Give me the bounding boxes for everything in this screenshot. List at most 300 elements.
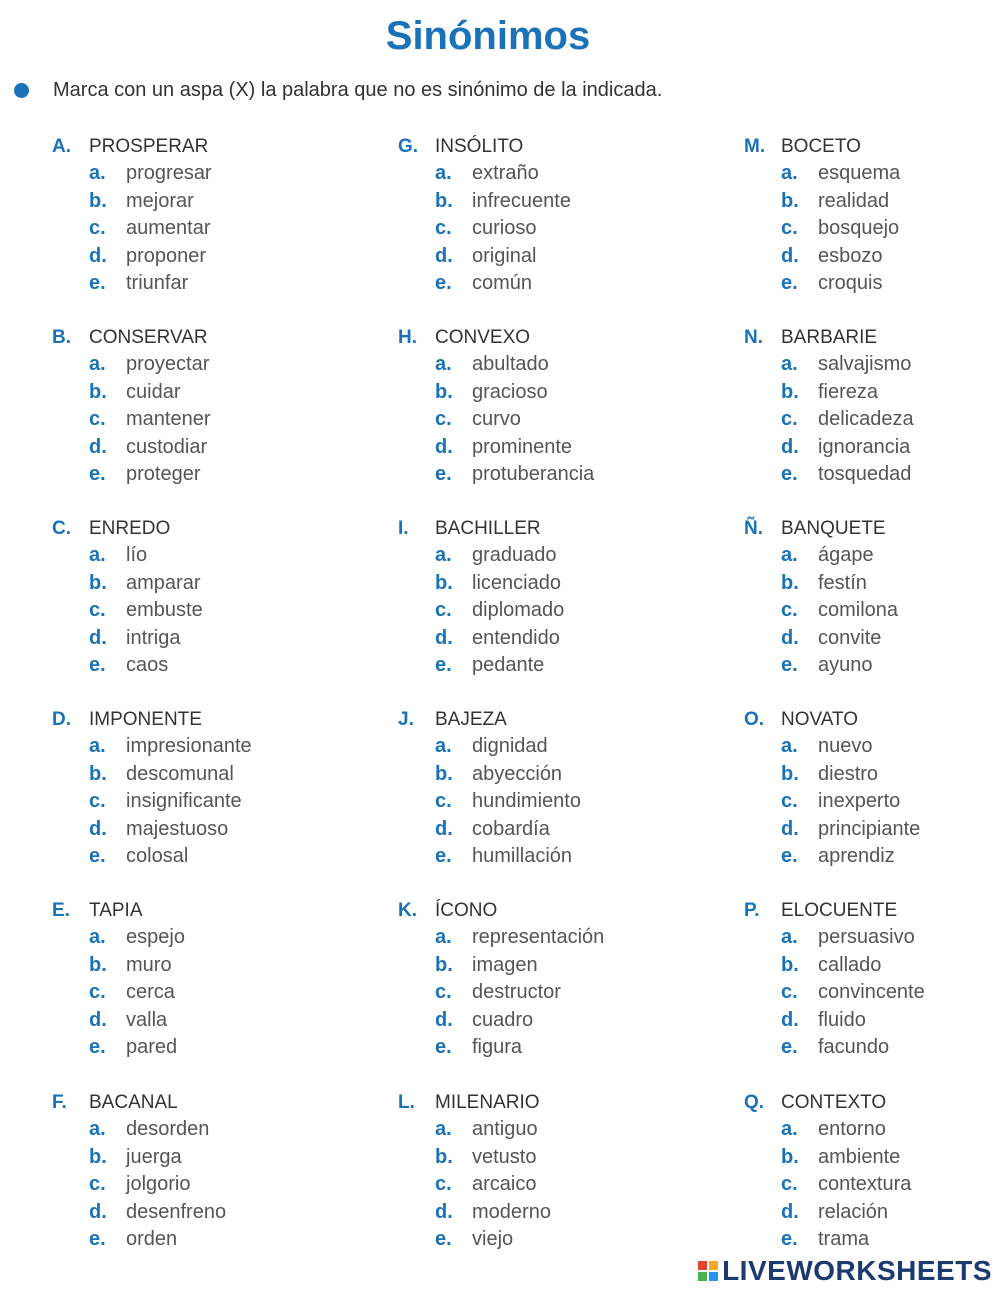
option-item[interactable] <box>398 952 688 979</box>
option-item[interactable] <box>52 406 342 433</box>
option-item[interactable] <box>398 597 688 624</box>
option-item[interactable] <box>52 160 342 187</box>
option-word: intriga <box>126 626 181 649</box>
option-item[interactable] <box>398 215 688 242</box>
option-letter: e. <box>781 844 798 867</box>
option-item[interactable] <box>744 461 1000 488</box>
option-letter: d. <box>435 1008 453 1031</box>
option-item[interactable] <box>52 461 342 488</box>
option-letter: b. <box>781 189 799 212</box>
option-item[interactable] <box>52 1199 342 1226</box>
option-letter: b. <box>781 571 799 594</box>
option-item[interactable] <box>398 924 688 951</box>
option-item[interactable] <box>52 270 342 297</box>
option-item[interactable] <box>744 1144 1000 1171</box>
option-word: arcaico <box>472 1173 537 1196</box>
option-letter: d. <box>781 817 799 840</box>
option-word: fluido <box>818 1008 866 1031</box>
option-item[interactable] <box>398 761 688 788</box>
option-item[interactable] <box>398 351 688 378</box>
option-word: esbozo <box>818 244 883 267</box>
option-word: desorden <box>126 1118 210 1141</box>
option-item[interactable] <box>52 1171 342 1198</box>
option-letter: d. <box>435 1200 453 1223</box>
word-group <box>744 897 1000 1061</box>
option-word: curvo <box>472 408 521 431</box>
option-letter: a. <box>435 926 452 949</box>
option-letter: e. <box>89 462 106 485</box>
option-letter: a. <box>89 353 106 376</box>
option-item[interactable] <box>52 542 342 569</box>
option-word: amparar <box>126 571 201 594</box>
option-word: curioso <box>472 217 537 240</box>
option-item[interactable] <box>52 761 342 788</box>
option-letter: e. <box>435 1227 452 1250</box>
option-word: moderno <box>472 1200 551 1223</box>
group-letter: M. <box>744 136 766 157</box>
option-item[interactable] <box>398 788 688 815</box>
group-letter: F. <box>52 1092 67 1113</box>
option-item[interactable] <box>398 542 688 569</box>
group-word: BACANAL <box>89 1092 178 1113</box>
word-group <box>398 324 688 488</box>
word-group <box>744 515 1000 679</box>
option-word: cerca <box>126 981 175 1004</box>
option-item[interactable] <box>398 270 688 297</box>
option-item[interactable] <box>398 406 688 433</box>
option-item[interactable] <box>744 625 1000 652</box>
option-word: diestro <box>818 762 879 785</box>
option-item[interactable] <box>744 788 1000 815</box>
word-group <box>398 706 688 870</box>
option-letter: c. <box>781 599 798 622</box>
option-letter: b. <box>89 380 107 403</box>
option-item[interactable] <box>398 1007 688 1034</box>
option-word: nuevo <box>818 735 873 758</box>
option-letter: e. <box>435 844 452 867</box>
option-item[interactable] <box>52 733 342 760</box>
option-item[interactable] <box>52 788 342 815</box>
option-word: desenfreno <box>126 1200 227 1223</box>
option-item[interactable] <box>744 188 1000 215</box>
option-item[interactable] <box>52 843 342 870</box>
option-word: infrecuente <box>472 189 571 212</box>
option-item[interactable] <box>52 1034 342 1061</box>
option-word: valla <box>126 1008 168 1031</box>
option-item[interactable] <box>744 379 1000 406</box>
option-item[interactable] <box>398 625 688 652</box>
option-letter: d. <box>435 244 453 267</box>
group-header <box>398 706 688 733</box>
option-letter: b. <box>89 189 107 212</box>
option-item[interactable] <box>398 1034 688 1061</box>
instruction-text: Marca con un aspa (X) la palabra que no es sinónimo de la indicada. <box>53 78 663 101</box>
group-word: PROSPERAR <box>89 136 209 157</box>
group-letter: B. <box>52 327 71 348</box>
option-item[interactable] <box>744 761 1000 788</box>
option-item[interactable] <box>744 434 1000 461</box>
word-group <box>398 515 688 679</box>
group-word: NOVATO <box>781 709 859 730</box>
option-item[interactable] <box>398 733 688 760</box>
group-header <box>52 515 342 542</box>
group-word: INSÓLITO <box>435 136 524 157</box>
group-header <box>744 1089 1000 1116</box>
option-item[interactable] <box>398 570 688 597</box>
option-word: abyección <box>472 762 563 785</box>
option-item[interactable] <box>398 1226 688 1253</box>
option-item[interactable] <box>744 542 1000 569</box>
option-word: insignificante <box>126 790 242 813</box>
word-group <box>398 897 688 1061</box>
option-word: impresionante <box>126 735 252 758</box>
option-letter: c. <box>89 408 106 431</box>
option-word: ambiente <box>818 1145 901 1168</box>
option-item[interactable] <box>744 816 1000 843</box>
option-letter: c. <box>435 408 452 431</box>
option-item[interactable] <box>744 270 1000 297</box>
option-word: espejo <box>126 926 185 949</box>
option-item[interactable] <box>398 188 688 215</box>
option-letter: c. <box>781 790 798 813</box>
group-word: ÍCONO <box>435 900 498 921</box>
option-letter: a. <box>89 1118 106 1141</box>
option-word: facundo <box>818 1035 890 1058</box>
option-letter: e. <box>89 271 106 294</box>
option-word: cuadro <box>472 1008 534 1031</box>
group-word: CONVEXO <box>435 327 531 348</box>
option-letter: a. <box>435 735 452 758</box>
option-item[interactable] <box>398 1144 688 1171</box>
option-word: viejo <box>472 1227 514 1250</box>
option-word: progresar <box>126 162 212 185</box>
option-word: trama <box>818 1227 870 1250</box>
option-word: salvajismo <box>818 353 912 376</box>
option-word: triunfar <box>126 271 189 294</box>
option-word: embuste <box>126 599 203 622</box>
option-item[interactable] <box>744 1116 1000 1143</box>
option-letter: c. <box>781 1173 798 1196</box>
group-word: MILENARIO <box>435 1092 540 1113</box>
option-letter: b. <box>435 571 453 594</box>
option-word: convincente <box>818 981 925 1004</box>
group-letter: P. <box>744 900 760 921</box>
group-word: BACHILLER <box>435 518 541 539</box>
option-word: callado <box>818 953 882 976</box>
option-letter: b. <box>781 953 799 976</box>
option-item[interactable] <box>52 952 342 979</box>
group-word: BANQUETE <box>781 518 886 539</box>
option-letter: a. <box>781 1118 798 1141</box>
group-header <box>52 897 342 924</box>
option-letter: c. <box>781 408 798 431</box>
option-letter: b. <box>89 1145 107 1168</box>
word-group <box>744 324 1000 488</box>
option-word: protuberancia <box>472 462 595 485</box>
option-item[interactable] <box>744 952 1000 979</box>
group-letter: G. <box>398 136 419 157</box>
option-letter: a. <box>89 926 106 949</box>
group-header <box>52 324 342 351</box>
option-letter: b. <box>89 762 107 785</box>
option-item[interactable] <box>52 570 342 597</box>
group-header <box>52 133 342 160</box>
option-letter: b. <box>435 1145 453 1168</box>
option-word: descomunal <box>126 762 234 785</box>
option-item[interactable] <box>52 215 342 242</box>
option-letter: d. <box>435 626 453 649</box>
option-letter: b. <box>435 189 453 212</box>
option-word: ágape <box>818 544 874 567</box>
option-word: gracioso <box>472 380 548 403</box>
option-item[interactable] <box>744 1199 1000 1226</box>
option-letter: e. <box>89 844 106 867</box>
option-item[interactable] <box>744 1171 1000 1198</box>
group-letter: D. <box>52 709 71 730</box>
option-word: delicadeza <box>818 408 914 431</box>
option-letter: a. <box>781 735 798 758</box>
logo-squares-icon <box>698 1261 718 1281</box>
option-word: comilona <box>818 599 899 622</box>
option-item[interactable] <box>52 1144 342 1171</box>
option-item[interactable] <box>744 843 1000 870</box>
group-word: BAJEZA <box>435 709 507 730</box>
option-item[interactable] <box>744 733 1000 760</box>
option-letter: c. <box>435 217 452 240</box>
option-word: cobardía <box>472 817 550 840</box>
option-letter: c. <box>781 981 798 1004</box>
option-item[interactable] <box>744 1226 1000 1253</box>
option-letter: e. <box>781 462 798 485</box>
group-letter: A. <box>52 136 71 157</box>
option-word: mejorar <box>126 189 194 212</box>
option-item[interactable] <box>744 924 1000 951</box>
option-item[interactable] <box>52 979 342 1006</box>
option-letter: d. <box>781 244 799 267</box>
option-letter: a. <box>435 162 452 185</box>
option-letter: c. <box>435 790 452 813</box>
option-word: caos <box>126 653 169 676</box>
group-letter: E. <box>52 900 70 921</box>
option-word: imagen <box>472 953 538 976</box>
option-item[interactable] <box>398 434 688 461</box>
option-word: majestuoso <box>126 817 229 840</box>
option-letter: e. <box>89 1227 106 1250</box>
option-letter: b. <box>435 380 453 403</box>
group-word: CONTEXTO <box>781 1092 887 1113</box>
word-group <box>52 324 342 488</box>
option-item[interactable] <box>52 1226 342 1253</box>
option-word: extraño <box>472 162 539 185</box>
option-item[interactable] <box>52 816 342 843</box>
option-item[interactable] <box>398 243 688 270</box>
option-item[interactable] <box>744 979 1000 1006</box>
option-word: tosquedad <box>818 462 912 485</box>
group-word: CONSERVAR <box>89 327 208 348</box>
group-letter: K. <box>398 900 417 921</box>
option-letter: a. <box>781 353 798 376</box>
option-letter: a. <box>781 544 798 567</box>
option-item[interactable] <box>398 379 688 406</box>
option-letter: e. <box>781 1227 798 1250</box>
option-item[interactable] <box>398 1199 688 1226</box>
option-letter: a. <box>781 926 798 949</box>
word-group <box>744 133 1000 297</box>
option-word: orden <box>126 1227 178 1250</box>
option-item[interactable] <box>744 160 1000 187</box>
option-word: aumentar <box>126 217 211 240</box>
option-word: graduado <box>472 544 557 567</box>
group-header <box>398 897 688 924</box>
option-word: custodiar <box>126 435 208 458</box>
option-item[interactable] <box>398 461 688 488</box>
option-item[interactable] <box>744 243 1000 270</box>
option-word: antiguo <box>472 1118 538 1141</box>
option-word: proponer <box>126 244 207 267</box>
option-letter: d. <box>89 626 107 649</box>
group-header <box>744 706 1000 733</box>
option-word: ayuno <box>818 653 873 676</box>
option-word: relación <box>818 1200 889 1223</box>
group-letter: H. <box>398 327 417 348</box>
option-item[interactable] <box>744 1007 1000 1034</box>
option-letter: e. <box>781 1035 798 1058</box>
option-letter: c. <box>89 790 106 813</box>
option-word: entendido <box>472 626 560 649</box>
option-item[interactable] <box>398 160 688 187</box>
option-word: figura <box>472 1035 523 1058</box>
option-letter: e. <box>781 271 798 294</box>
group-header <box>744 133 1000 160</box>
option-letter: d. <box>781 435 799 458</box>
option-item[interactable] <box>744 652 1000 679</box>
option-word: vetusto <box>472 1145 537 1168</box>
option-letter: e. <box>89 653 106 676</box>
option-item[interactable] <box>52 351 342 378</box>
option-word: dignidad <box>472 735 548 758</box>
option-item[interactable] <box>52 924 342 951</box>
option-item[interactable] <box>744 570 1000 597</box>
option-word: lío <box>126 544 148 567</box>
option-word: proyectar <box>126 353 210 376</box>
group-letter: N. <box>744 327 763 348</box>
option-word: pedante <box>472 653 545 676</box>
option-item[interactable] <box>398 816 688 843</box>
option-letter: d. <box>89 435 107 458</box>
option-letter: d. <box>781 626 799 649</box>
option-word: humillación <box>472 844 573 867</box>
option-word: contextura <box>818 1173 912 1196</box>
option-item[interactable] <box>744 1034 1000 1061</box>
option-letter: d. <box>781 1200 799 1223</box>
option-letter: c. <box>89 981 106 1004</box>
option-item[interactable] <box>52 625 342 652</box>
option-letter: b. <box>89 571 107 594</box>
option-letter: e. <box>435 653 452 676</box>
group-word: IMPONENTE <box>89 709 202 730</box>
option-word: colosal <box>126 844 189 867</box>
group-word: BOCETO <box>781 136 861 157</box>
group-header <box>744 897 1000 924</box>
option-word: muro <box>126 953 172 976</box>
group-header <box>398 515 688 542</box>
option-word: prominente <box>472 435 573 458</box>
group-header <box>52 706 342 733</box>
group-header <box>398 133 688 160</box>
option-word: festín <box>818 571 867 594</box>
option-word: inexperto <box>818 790 901 813</box>
option-item[interactable] <box>398 1116 688 1143</box>
option-item[interactable] <box>52 1007 342 1034</box>
option-word: original <box>472 244 537 267</box>
group-word: TAPIA <box>89 900 143 921</box>
option-word: principiante <box>818 817 921 840</box>
option-item[interactable] <box>744 597 1000 624</box>
option-item[interactable] <box>398 652 688 679</box>
option-letter: d. <box>435 435 453 458</box>
option-letter: d. <box>89 244 107 267</box>
option-item[interactable] <box>52 243 342 270</box>
option-item[interactable] <box>52 434 342 461</box>
option-word: bosquejo <box>818 217 900 240</box>
option-word: diplomado <box>472 599 565 622</box>
group-header <box>744 324 1000 351</box>
option-letter: e. <box>89 1035 106 1058</box>
option-word: entorno <box>818 1118 886 1141</box>
option-item[interactable] <box>52 379 342 406</box>
option-word: representación <box>472 926 605 949</box>
option-word: jolgorio <box>126 1173 191 1196</box>
option-word: destructor <box>472 981 561 1004</box>
option-item[interactable] <box>744 351 1000 378</box>
option-letter: e. <box>435 1035 452 1058</box>
option-item[interactable] <box>52 188 342 215</box>
group-header <box>52 1089 342 1116</box>
option-word: persuasivo <box>818 926 915 949</box>
option-word: esquema <box>818 162 901 185</box>
option-item[interactable] <box>398 1171 688 1198</box>
option-letter: c. <box>435 1173 452 1196</box>
option-letter: c. <box>89 217 106 240</box>
option-word: licenciado <box>472 571 561 594</box>
group-header <box>744 515 1000 542</box>
option-item[interactable] <box>52 652 342 679</box>
option-item[interactable] <box>52 1116 342 1143</box>
option-item[interactable] <box>398 979 688 1006</box>
liveworksheets-logo <box>698 1256 992 1286</box>
option-word: fiereza <box>818 380 879 403</box>
brand-text: LIVEWORKSHEETS <box>722 1255 992 1286</box>
option-letter: b. <box>781 380 799 403</box>
option-item[interactable] <box>744 406 1000 433</box>
group-word: BARBARIE <box>781 327 878 348</box>
option-word: aprendiz <box>818 844 895 867</box>
option-word: realidad <box>818 189 890 212</box>
group-header <box>398 1089 688 1116</box>
option-letter: a. <box>781 162 798 185</box>
option-item[interactable] <box>52 597 342 624</box>
option-letter: b. <box>89 953 107 976</box>
option-word: común <box>472 271 533 294</box>
group-word: ENREDO <box>89 518 171 539</box>
option-item[interactable] <box>398 843 688 870</box>
option-letter: c. <box>781 217 798 240</box>
group-letter: J. <box>398 709 414 730</box>
group-letter: C. <box>52 518 71 539</box>
option-letter: e. <box>435 462 452 485</box>
option-item[interactable] <box>744 215 1000 242</box>
option-word: proteger <box>126 462 201 485</box>
